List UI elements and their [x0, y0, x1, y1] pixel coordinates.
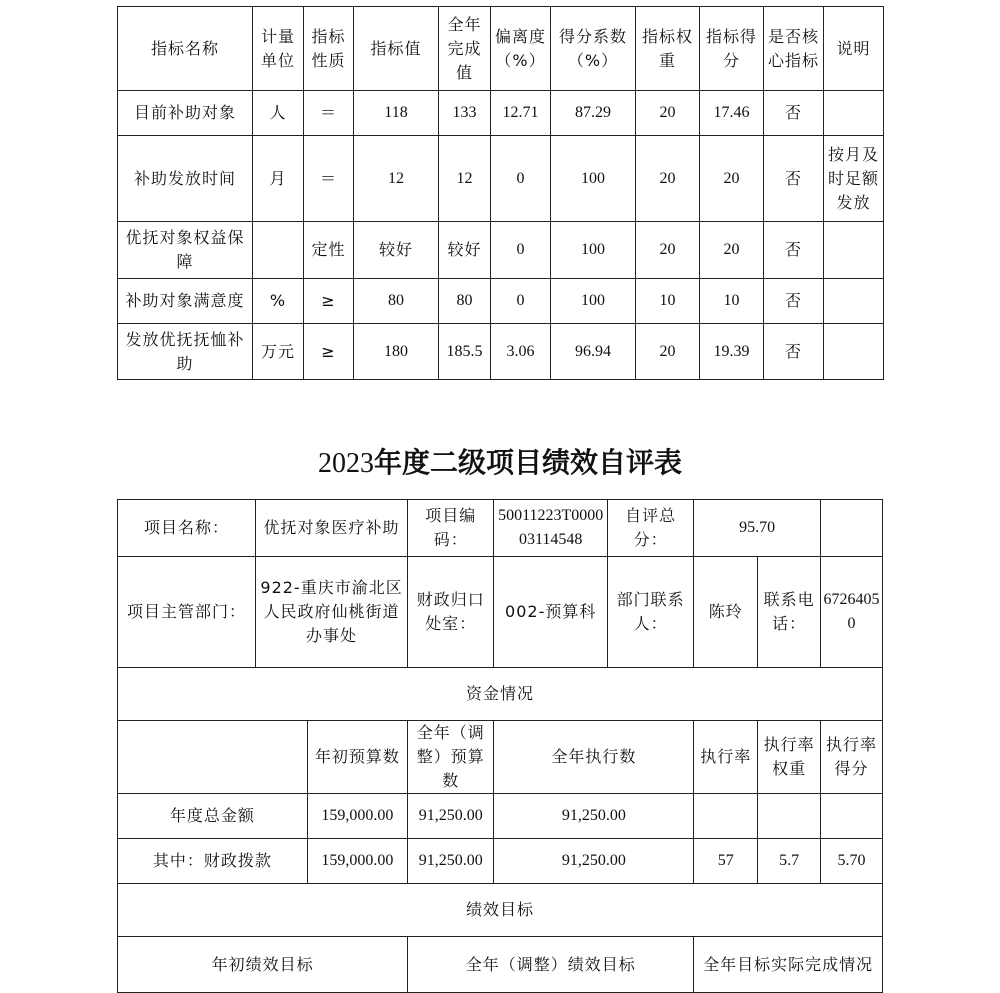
coefficient-cell: 100	[551, 136, 636, 222]
core-cell: 否	[764, 136, 824, 222]
core-cell: 否	[764, 91, 824, 136]
indicator-header-row	[118, 7, 884, 91]
funds-row-label: 年度总金额	[118, 794, 308, 839]
unit-cell: %	[253, 279, 304, 324]
funds-cell: 5.7	[758, 839, 821, 884]
funds-section-label: 资金情况	[118, 668, 883, 721]
funds-cell	[758, 794, 821, 839]
weight-cell: 10	[636, 279, 700, 324]
unit-cell	[253, 222, 304, 279]
table-row	[118, 279, 884, 324]
core-cell: 否	[764, 324, 824, 380]
score-cell: 17.46	[700, 91, 764, 136]
target-cell: 180	[354, 324, 439, 380]
score-cell: 20	[700, 222, 764, 279]
indicator-name: 发放优抚抚恤补助	[118, 324, 253, 380]
table-row	[118, 794, 883, 839]
dept-value: 922-重庆市渝北区人民政府仙桃街道办事处	[255, 557, 407, 668]
coefficient-cell: 100	[551, 279, 636, 324]
goals-header-cell: 全年（调整）绩效目标	[408, 937, 694, 993]
indicator-name: 目前补助对象	[118, 91, 253, 136]
funds-row-label: 其中：财政拨款	[118, 839, 308, 884]
header-cell: 指标性质	[304, 7, 354, 91]
funds-section-row	[118, 668, 883, 721]
indicator-name: 补助对象满意度	[118, 279, 253, 324]
actual-cell: 80	[439, 279, 491, 324]
header-cell: 指标值	[354, 7, 439, 91]
core-cell: 否	[764, 279, 824, 324]
project-info-row	[118, 500, 883, 557]
funds-cell	[821, 794, 883, 839]
deviation-cell: 0	[491, 222, 551, 279]
goals-header-cell: 年初绩效目标	[118, 937, 408, 993]
header-cell: 得分系数（%）	[551, 7, 636, 91]
nature-cell: ＝	[304, 91, 354, 136]
target-cell: 较好	[354, 222, 439, 279]
header-cell: 指标得分	[700, 7, 764, 91]
funds-cell: 91,250.00	[408, 839, 494, 884]
weight-cell: 20	[636, 91, 700, 136]
target-cell: 118	[354, 91, 439, 136]
funds-header-cell: 全年执行数	[494, 721, 694, 794]
page-title	[0, 443, 1000, 484]
table-row	[118, 324, 884, 380]
phone-label: 联系电话：	[758, 557, 821, 668]
indicator-name: 补助发放时间	[118, 136, 253, 222]
goals-header-cell: 全年目标实际完成情况	[694, 937, 883, 993]
table-row	[118, 91, 884, 136]
weight-cell: 20	[636, 222, 700, 279]
contact-value: 陈玲	[694, 557, 758, 668]
header-cell: 是否核心指标	[764, 7, 824, 91]
empty-cell	[821, 500, 883, 557]
score-label: 自评总分：	[608, 500, 694, 557]
project-table	[117, 499, 883, 993]
funds-cell: 91,250.00	[408, 794, 494, 839]
score-cell: 10	[700, 279, 764, 324]
phone-value: 67264050	[821, 557, 883, 668]
project-code-label: 项目编码：	[408, 500, 494, 557]
actual-cell: 185.5	[439, 324, 491, 380]
funds-cell: 5.70	[821, 839, 883, 884]
unit-cell: 月	[253, 136, 304, 222]
project-name-value: 优抚对象医疗补助	[255, 500, 407, 557]
note-cell	[824, 324, 884, 380]
funds-header-cell: 全年（调整）预算数	[408, 721, 494, 794]
goals-section-row	[118, 884, 883, 937]
header-cell: 指标权重	[636, 7, 700, 91]
contact-label: 部门联系人：	[608, 557, 694, 668]
nature-cell: ≥	[304, 279, 354, 324]
deviation-cell: 3.06	[491, 324, 551, 380]
header-cell: 指标名称	[118, 7, 253, 91]
funds-cell: 91,250.00	[494, 794, 694, 839]
coefficient-cell: 100	[551, 222, 636, 279]
score-value: 95.70	[694, 500, 821, 557]
funds-header-cell: 执行率得分	[821, 721, 883, 794]
goals-header-row	[118, 937, 883, 993]
finance-office-label: 财政归口处室：	[408, 557, 494, 668]
actual-cell: 133	[439, 91, 491, 136]
goals-section-label: 绩效目标	[118, 884, 883, 937]
weight-cell: 20	[636, 136, 700, 222]
note-cell: 按月及时足额发放	[824, 136, 884, 222]
funds-header-cell: 执行率权重	[758, 721, 821, 794]
deviation-cell: 12.71	[491, 91, 551, 136]
score-cell: 20	[700, 136, 764, 222]
dept-label: 项目主管部门：	[118, 557, 256, 668]
deviation-cell: 0	[491, 136, 551, 222]
note-cell	[824, 279, 884, 324]
funds-header-row	[118, 721, 883, 794]
target-cell: 12	[354, 136, 439, 222]
table-row	[118, 222, 884, 279]
funds-cell: 91,250.00	[494, 839, 694, 884]
deviation-cell: 0	[491, 279, 551, 324]
funds-header-cell: 执行率	[694, 721, 758, 794]
actual-cell: 12	[439, 136, 491, 222]
nature-cell: ≥	[304, 324, 354, 380]
header-cell: 全年完成值	[439, 7, 491, 91]
project-code-value: 50011223T000003114548	[494, 500, 608, 557]
score-cell: 19.39	[700, 324, 764, 380]
note-cell	[824, 91, 884, 136]
coefficient-cell: 87.29	[551, 91, 636, 136]
header-cell: 说明	[824, 7, 884, 91]
weight-cell: 20	[636, 324, 700, 380]
header-cell: 偏离度（%）	[491, 7, 551, 91]
funds-cell	[694, 794, 758, 839]
funds-header-blank	[118, 721, 308, 794]
title-year: 2023	[317, 448, 374, 479]
table-row	[118, 136, 884, 222]
actual-cell: 较好	[439, 222, 491, 279]
table-row	[118, 839, 883, 884]
nature-cell: ＝	[304, 136, 354, 222]
nature-cell: 定性	[304, 222, 354, 279]
funds-cell: 159,000.00	[307, 839, 407, 884]
unit-cell: 万元	[253, 324, 304, 380]
header-cell: 计量单位	[253, 7, 304, 91]
core-cell: 否	[764, 222, 824, 279]
title-text: 年度二级项目绩效自评表	[373, 446, 682, 479]
funds-header-cell: 年初预算数	[307, 721, 407, 794]
indicator-table	[117, 6, 884, 380]
target-cell: 80	[354, 279, 439, 324]
note-cell	[824, 222, 884, 279]
indicator-name: 优抚对象权益保障	[118, 222, 253, 279]
funds-cell: 57	[694, 839, 758, 884]
unit-cell: 人	[253, 91, 304, 136]
funds-cell: 159,000.00	[307, 794, 407, 839]
coefficient-cell: 96.94	[551, 324, 636, 380]
department-row	[118, 557, 883, 668]
project-name-label: 项目名称：	[118, 500, 256, 557]
finance-office-value: 002-预算科	[494, 557, 608, 668]
